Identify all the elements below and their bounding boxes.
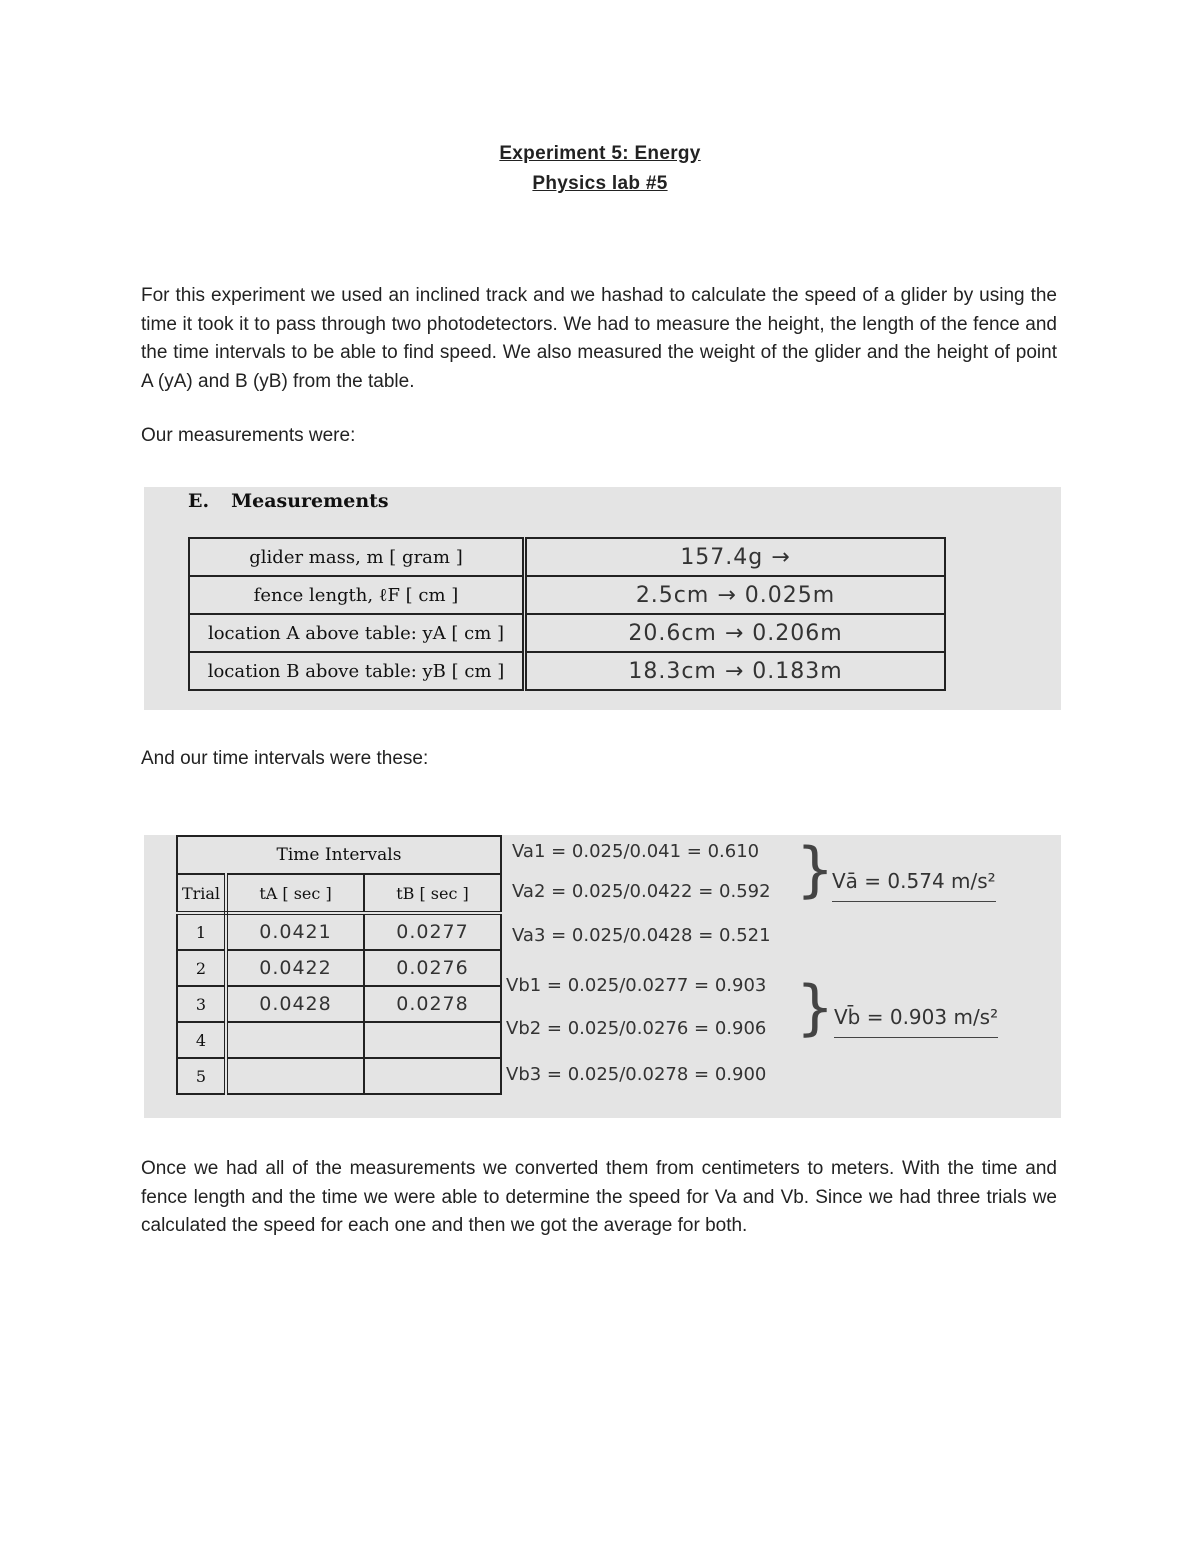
table-row xyxy=(177,950,501,986)
measurements-table xyxy=(188,537,946,691)
tb-cell: 0.0276 xyxy=(364,950,501,986)
time-intervals-photo xyxy=(144,835,1061,1118)
calc-vb2: Vb2 = 0.025/0.0276 = 0.906 xyxy=(506,1018,767,1039)
average-va: Vā = 0.574 m/s² xyxy=(832,869,996,902)
calc-va3: Va3 = 0.025/0.0428 = 0.521 xyxy=(512,925,771,946)
table-row xyxy=(177,836,501,874)
row-label: location A above table: yA [ cm ] xyxy=(189,614,525,652)
measurements-heading xyxy=(188,490,389,512)
time-intervals-table xyxy=(176,835,502,1095)
table-row xyxy=(177,1058,501,1094)
calc-va2: Va2 = 0.025/0.0422 = 0.592 xyxy=(512,881,771,902)
row-label: location B above table: yB [ cm ] xyxy=(189,652,525,690)
ta-cell: 0.0421 xyxy=(226,913,364,950)
table-row xyxy=(177,913,501,950)
measurements-intro: Our measurements were: xyxy=(141,425,356,446)
row-value: 2.5cm → 0.025m xyxy=(525,576,946,614)
table-row xyxy=(177,986,501,1022)
table-row xyxy=(189,614,945,652)
intervals-intro: And our time intervals were these: xyxy=(141,748,429,769)
trial-cell: 4 xyxy=(177,1022,226,1058)
average-vb: Vb̄ = 0.903 m/s² xyxy=(834,1005,998,1038)
calc-vb3: Vb3 = 0.025/0.0278 = 0.900 xyxy=(506,1064,767,1085)
row-label: glider mass, m [ gram ] xyxy=(189,538,525,576)
col-header-ta: tA [ sec ] xyxy=(226,874,364,913)
calc-vb1: Vb1 = 0.025/0.0277 = 0.903 xyxy=(506,975,767,996)
table-title: Time Intervals xyxy=(177,836,501,874)
trial-cell: 1 xyxy=(177,913,226,950)
ta-cell xyxy=(226,1058,364,1094)
table-row xyxy=(177,1022,501,1058)
row-label: fence length, ℓF [ cm ] xyxy=(189,576,525,614)
intro-paragraph: For this experiment we used an inclined track and we hashad to calculate the speed of a glider by using the time it took it to pass through two photodetectors. We had to measure the height, the length of the fence and the time intervals to be able to find speed. We also measured the weight of the glider and the height of point A (yA) and B (yB) from the table. xyxy=(141,285,1057,392)
brace-va-icon: } xyxy=(796,835,835,905)
table-row xyxy=(189,538,945,576)
tb-cell: 0.0277 xyxy=(364,913,501,950)
tb-cell: 0.0278 xyxy=(364,986,501,1022)
section-number: E. xyxy=(188,490,210,512)
measurements-photo xyxy=(144,487,1061,710)
row-value: 20.6cm → 0.206m xyxy=(525,614,946,652)
section-title: Measurements xyxy=(231,490,389,512)
col-header-trial: Trial xyxy=(177,874,226,913)
table-row xyxy=(177,874,501,913)
ta-cell: 0.0422 xyxy=(226,950,364,986)
table-row xyxy=(189,652,945,690)
document-subtitle: Physics lab #5 xyxy=(532,173,668,194)
ta-cell: 0.0428 xyxy=(226,986,364,1022)
document-title: Experiment 5: Energy xyxy=(499,143,701,164)
brace-vb-icon: } xyxy=(796,973,835,1043)
col-header-tb: tB [ sec ] xyxy=(364,874,501,913)
conclusion-paragraph: Once we had all of the measurements we converted them from centimeters to meters. With the time and fence length and the time we were able to determine the speed for Va and Vb. Since we had three trials we calculated the speed for each one and then we got the average for both. xyxy=(141,1158,1057,1237)
calc-va1: Va1 = 0.025/0.041 = 0.610 xyxy=(512,841,760,862)
trial-cell: 3 xyxy=(177,986,226,1022)
trial-cell: 5 xyxy=(177,1058,226,1094)
ta-cell xyxy=(226,1022,364,1058)
tb-cell xyxy=(364,1022,501,1058)
table-row xyxy=(189,576,945,614)
tb-cell xyxy=(364,1058,501,1094)
row-value: 18.3cm → 0.183m xyxy=(525,652,946,690)
trial-cell: 2 xyxy=(177,950,226,986)
row-value: 157.4g → xyxy=(525,538,946,576)
